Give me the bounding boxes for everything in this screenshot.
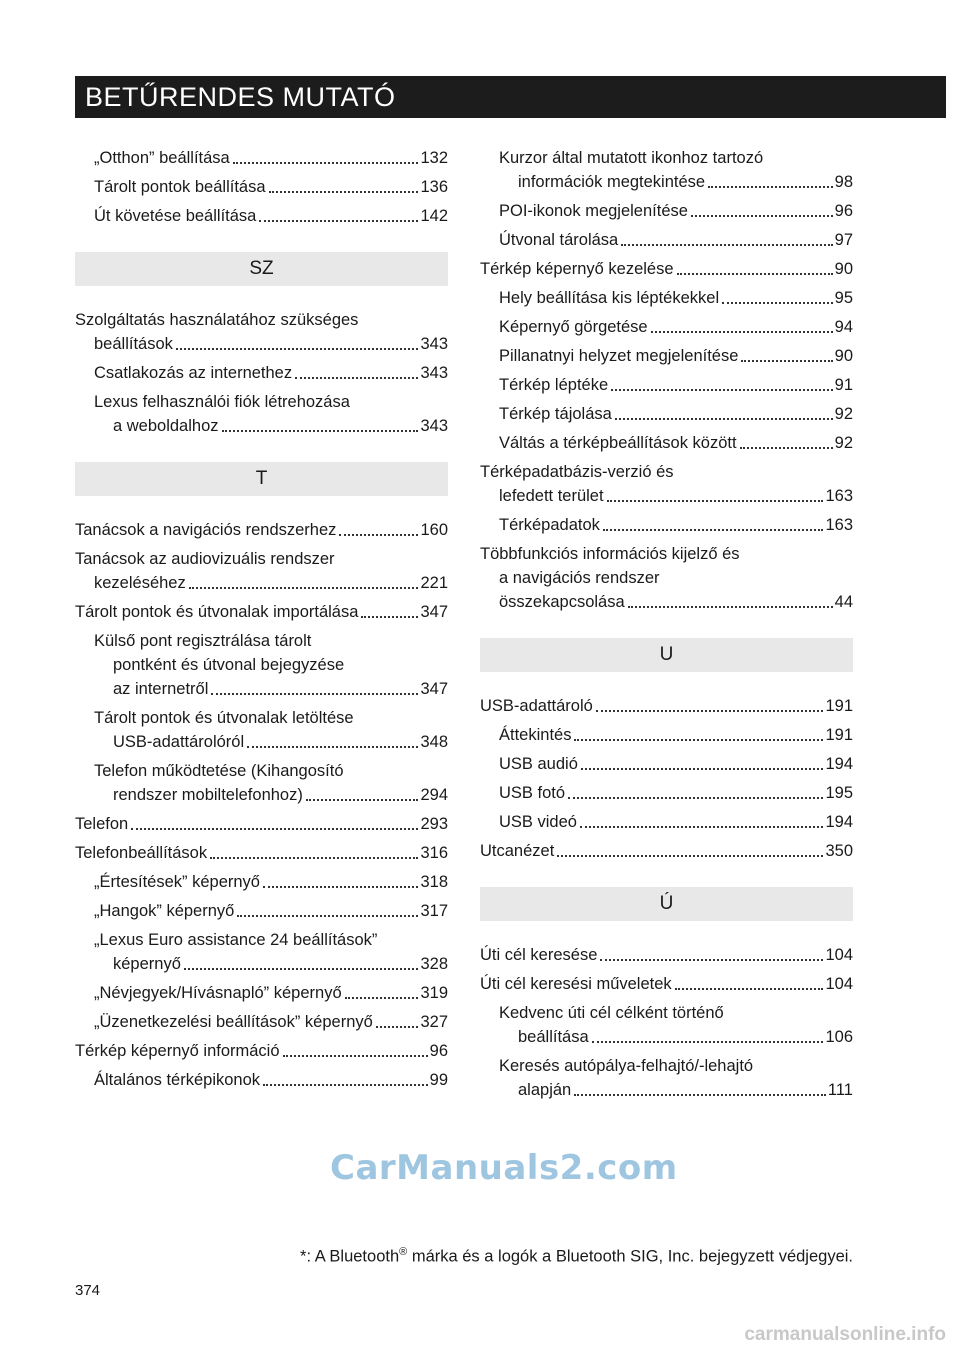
- leader-dots: [628, 606, 833, 608]
- entry-text: Tárolt pontok és útvonalak importálása: [75, 603, 359, 621]
- leader-dots: [345, 997, 419, 999]
- registered-mark: ®: [399, 1246, 408, 1258]
- entry-text-line1: Térképadatbázis-verzió és: [480, 463, 674, 481]
- entry-text: Úti cél keresési műveletek: [480, 975, 672, 993]
- entry-text: Térkép képernyő kezelése: [480, 260, 674, 278]
- index-entry[interactable]: [480, 402, 853, 426]
- entry-text-line1: Kedvenc úti cél célként történő: [499, 1004, 724, 1022]
- index-entry[interactable]: [480, 146, 853, 194]
- leader-dots: [184, 968, 419, 970]
- section-header-u-acute: Ú: [480, 887, 853, 921]
- entry-text: Úti cél keresése: [480, 946, 598, 964]
- entry-text-line2: alapján: [518, 1081, 572, 1099]
- leader-dots: [295, 377, 418, 379]
- leader-dots: [269, 191, 419, 193]
- entry-text: Áttekintés: [499, 726, 572, 744]
- entry-page: 319: [420, 984, 448, 1002]
- index-entry[interactable]: [480, 723, 853, 747]
- index-entry[interactable]: [480, 752, 853, 776]
- leader-dots: [376, 1026, 419, 1028]
- index-entry[interactable]: [75, 1068, 448, 1092]
- index-entry[interactable]: [480, 542, 853, 614]
- entry-text: USB audió: [499, 755, 578, 773]
- entry-page: 96: [429, 1042, 448, 1060]
- entry-page: 91: [834, 376, 853, 394]
- entry-page: 90: [834, 260, 853, 278]
- leader-dots: [259, 220, 418, 222]
- index-entry[interactable]: [480, 344, 853, 368]
- entry-page: 97: [834, 231, 853, 249]
- section-header-sz: SZ: [75, 252, 448, 286]
- index-entry[interactable]: [480, 286, 853, 310]
- entry-text-line3: összekapcsolása: [499, 593, 625, 611]
- entry-text-line3: az internetről: [113, 680, 209, 698]
- entry-text: Térképadatok: [499, 516, 600, 534]
- leader-dots: [339, 534, 418, 536]
- index-entry[interactable]: [75, 146, 448, 170]
- header-bar: [75, 76, 946, 118]
- index-entry[interactable]: [75, 841, 448, 865]
- index-entry[interactable]: [480, 694, 853, 718]
- index-entry[interactable]: [480, 810, 853, 834]
- entry-page: 95: [834, 289, 853, 307]
- entry-text: „Üzenetkezelési beállítások” képernyő: [94, 1013, 373, 1031]
- leader-dots: [210, 857, 418, 859]
- entry-text: Útvonal tárolása: [499, 231, 619, 249]
- entry-page: 160: [420, 521, 448, 539]
- index-entry[interactable]: [75, 175, 448, 199]
- site-watermark: carmanualsonline.info: [744, 1324, 946, 1345]
- leader-dots: [574, 1094, 826, 1096]
- index-entry[interactable]: [75, 759, 448, 807]
- leader-dots: [592, 1041, 824, 1043]
- entry-text: „Hangok” képernyő: [94, 902, 235, 920]
- entry-page: 104: [825, 946, 853, 964]
- entry-page: 347: [420, 680, 448, 698]
- entry-text: USB videó: [499, 813, 577, 831]
- leader-dots: [581, 768, 824, 770]
- entry-page: 348: [420, 733, 448, 751]
- index-entry[interactable]: [75, 812, 448, 836]
- entry-text-line1: Telefon működtetése (Kihangosító: [94, 762, 344, 780]
- index-entry[interactable]: [75, 629, 448, 701]
- entry-page: 163: [825, 516, 853, 534]
- right-column: [480, 146, 853, 1107]
- entry-page: 96: [834, 202, 853, 220]
- index-entry[interactable]: [480, 513, 853, 537]
- index-entry[interactable]: [75, 1039, 448, 1063]
- index-entry[interactable]: [75, 600, 448, 624]
- entry-text: USB fotó: [499, 784, 566, 802]
- leader-dots: [189, 587, 419, 589]
- page-title: BETŰRENDES MUTATÓ: [85, 82, 396, 112]
- entry-page: 194: [825, 755, 853, 773]
- entry-page: 221: [420, 574, 448, 592]
- index-entry[interactable]: [75, 390, 448, 438]
- leader-dots: [131, 828, 418, 830]
- entry-text: Hely beállítása kis léptékekkel: [499, 289, 720, 307]
- leader-dots: [621, 244, 832, 246]
- leader-dots: [237, 915, 418, 917]
- leader-dots: [580, 826, 824, 828]
- index-entry[interactable]: [480, 228, 853, 252]
- index-entry[interactable]: [480, 1001, 853, 1049]
- entry-text: „Névjegyek/Hívásnapló” képernyő: [94, 984, 342, 1002]
- leader-dots: [651, 331, 833, 333]
- entry-page: 343: [420, 417, 448, 435]
- entry-text-line1: Lexus felhasználói fiók létrehozása: [94, 393, 350, 411]
- leader-dots: [361, 616, 418, 618]
- entry-text-line1: Többfunkciós információs kijelző és: [480, 545, 740, 563]
- entry-page: 318: [420, 873, 448, 891]
- entry-text-line2: beállítások: [94, 335, 173, 353]
- entry-text: Tanácsok a navigációs rendszerhez: [75, 521, 337, 539]
- entry-text-line2: beállítása: [518, 1028, 589, 1046]
- entry-page: 316: [420, 844, 448, 862]
- entry-text-line1: Keresés autópálya-felhajtó/-lehajtó: [499, 1057, 754, 1075]
- leader-dots: [675, 988, 824, 990]
- entry-page: 293: [420, 815, 448, 833]
- index-entry[interactable]: [480, 373, 853, 397]
- entry-text-line2: a weboldalhoz: [113, 417, 219, 435]
- entry-text: Térkép léptéke: [499, 376, 609, 394]
- entry-page: 92: [834, 405, 853, 423]
- leader-dots: [211, 693, 418, 695]
- index-entry[interactable]: [75, 204, 448, 228]
- page-number: 374: [75, 1282, 101, 1299]
- leader-dots: [247, 746, 418, 748]
- leader-dots: [233, 162, 419, 164]
- entry-page: 104: [825, 975, 853, 993]
- leader-dots: [574, 739, 823, 741]
- index-entry[interactable]: [75, 899, 448, 923]
- leader-dots: [283, 1055, 428, 1057]
- index-entry[interactable]: [75, 706, 448, 754]
- entry-text-line1: Szolgáltatás használatához szükséges: [75, 311, 359, 329]
- entry-page: 98: [834, 173, 853, 191]
- entry-text-line2: USB-adattárolóról: [113, 733, 245, 751]
- index-entry[interactable]: [75, 308, 448, 356]
- entry-page: 99: [429, 1071, 448, 1089]
- index-entry[interactable]: [75, 928, 448, 976]
- index-entry[interactable]: [75, 361, 448, 385]
- index-entry[interactable]: [75, 547, 448, 595]
- entry-text-line1: Kurzor által mutatott ikonhoz tartozó: [499, 149, 764, 167]
- entry-page: 142: [420, 207, 448, 225]
- index-entry[interactable]: [480, 257, 853, 281]
- index-entry[interactable]: [480, 199, 853, 223]
- entry-text: USB-adattároló: [480, 697, 593, 715]
- section-header-t: T: [75, 462, 448, 496]
- left-column: [75, 146, 448, 1097]
- leader-dots: [691, 215, 833, 217]
- entry-text: Csatlakozás az internethez: [94, 364, 293, 382]
- entry-text-line1: „Lexus Euro assistance 24 beállítások”: [94, 931, 378, 949]
- entry-page: 191: [825, 726, 853, 744]
- entry-page: 111: [827, 1081, 853, 1099]
- entry-page: 294: [420, 786, 448, 804]
- entry-text: Telefon: [75, 815, 129, 833]
- index-entry[interactable]: [75, 981, 448, 1005]
- entry-text-line2: pontként és útvonal bejegyzése: [113, 656, 345, 674]
- entry-text-line2: a navigációs rendszer: [499, 569, 660, 587]
- leader-dots: [722, 302, 833, 304]
- leader-dots: [607, 500, 824, 502]
- entry-page: 347: [420, 603, 448, 621]
- entry-text: Képernyő görgetése: [499, 318, 648, 336]
- leader-dots: [740, 447, 833, 449]
- entry-text-line2: lefedett terület: [499, 487, 604, 505]
- index-entry[interactable]: [480, 781, 853, 805]
- entry-text-line1: Tanácsok az audiovizuális rendszer: [75, 550, 335, 568]
- leader-dots: [176, 348, 419, 350]
- entry-text-line2: képernyő: [113, 955, 181, 973]
- entry-page: 94: [834, 318, 853, 336]
- entry-text-line1: Külső pont regisztrálása tárolt: [94, 632, 312, 650]
- index-entry[interactable]: [480, 1054, 853, 1102]
- footnote-prefix: *: A Bluetooth: [300, 1247, 400, 1266]
- entry-text: POI-ikonok megjelenítése: [499, 202, 688, 220]
- entry-page: 317: [420, 902, 448, 920]
- entry-page: 92: [834, 434, 853, 452]
- leader-dots: [600, 959, 823, 961]
- entry-page: 44: [834, 593, 853, 611]
- leader-dots: [596, 710, 824, 712]
- leader-dots: [615, 418, 833, 420]
- entry-text: „Otthon” beállítása: [94, 149, 230, 167]
- entry-text-line2: kezeléséhez: [94, 574, 186, 592]
- entry-page: 328: [420, 955, 448, 973]
- entry-text: Térkép tájolása: [499, 405, 612, 423]
- footnote: [300, 1246, 853, 1267]
- index-entry[interactable]: [480, 315, 853, 339]
- index-entry[interactable]: [480, 431, 853, 455]
- entry-text: Általános térképikonok: [94, 1071, 261, 1089]
- section-header-u: U: [480, 638, 853, 672]
- index-entry[interactable]: [75, 518, 448, 542]
- index-entry[interactable]: [480, 972, 853, 996]
- leader-dots: [568, 797, 823, 799]
- leader-dots: [263, 1084, 428, 1086]
- watermark: CarManuals2.com: [330, 1148, 678, 1188]
- entry-text: Utcanézet: [480, 842, 555, 860]
- leader-dots: [741, 360, 832, 362]
- index-entry[interactable]: [480, 943, 853, 967]
- entry-page: 136: [420, 178, 448, 196]
- leader-dots: [222, 430, 419, 432]
- footnote-suffix: márka és a logók a Bluetooth SIG, Inc. bejegyzett védjegyei.: [407, 1247, 853, 1266]
- entry-page: 163: [825, 487, 853, 505]
- entry-text-line1: Tárolt pontok és útvonalak letöltése: [94, 709, 354, 727]
- leader-dots: [557, 855, 823, 857]
- entry-page: 132: [420, 149, 448, 167]
- leader-dots: [263, 886, 418, 888]
- entry-text: Térkép képernyő információ: [75, 1042, 280, 1060]
- entry-text: Pillanatnyi helyzet megjelenítése: [499, 347, 739, 365]
- entry-page: 343: [420, 335, 448, 353]
- index-entry[interactable]: [75, 870, 448, 894]
- entry-page: 194: [825, 813, 853, 831]
- index-entry[interactable]: [75, 1010, 448, 1034]
- entry-text: Tárolt pontok beállítása: [94, 178, 266, 196]
- index-entry[interactable]: [480, 460, 853, 508]
- entry-page: 191: [825, 697, 853, 715]
- entry-page: 106: [825, 1028, 853, 1046]
- leader-dots: [306, 799, 419, 801]
- leader-dots: [677, 273, 833, 275]
- entry-text: „Értesítések” képernyő: [94, 873, 260, 891]
- leader-dots: [611, 389, 832, 391]
- index-entry[interactable]: [480, 839, 853, 863]
- entry-page: 350: [825, 842, 853, 860]
- entry-page: 90: [834, 347, 853, 365]
- entry-page: 327: [420, 1013, 448, 1031]
- entry-text: Váltás a térképbeállítások között: [499, 434, 737, 452]
- leader-dots: [708, 186, 833, 188]
- entry-text-line2: rendszer mobiltelefonhoz): [113, 786, 303, 804]
- entry-text-line2: információk megtekintése: [518, 173, 706, 191]
- entry-page: 343: [420, 364, 448, 382]
- entry-text: Telefonbeállítások: [75, 844, 208, 862]
- entry-text: Út követése beállítása: [94, 207, 257, 225]
- entry-page: 195: [825, 784, 853, 802]
- leader-dots: [603, 529, 824, 531]
